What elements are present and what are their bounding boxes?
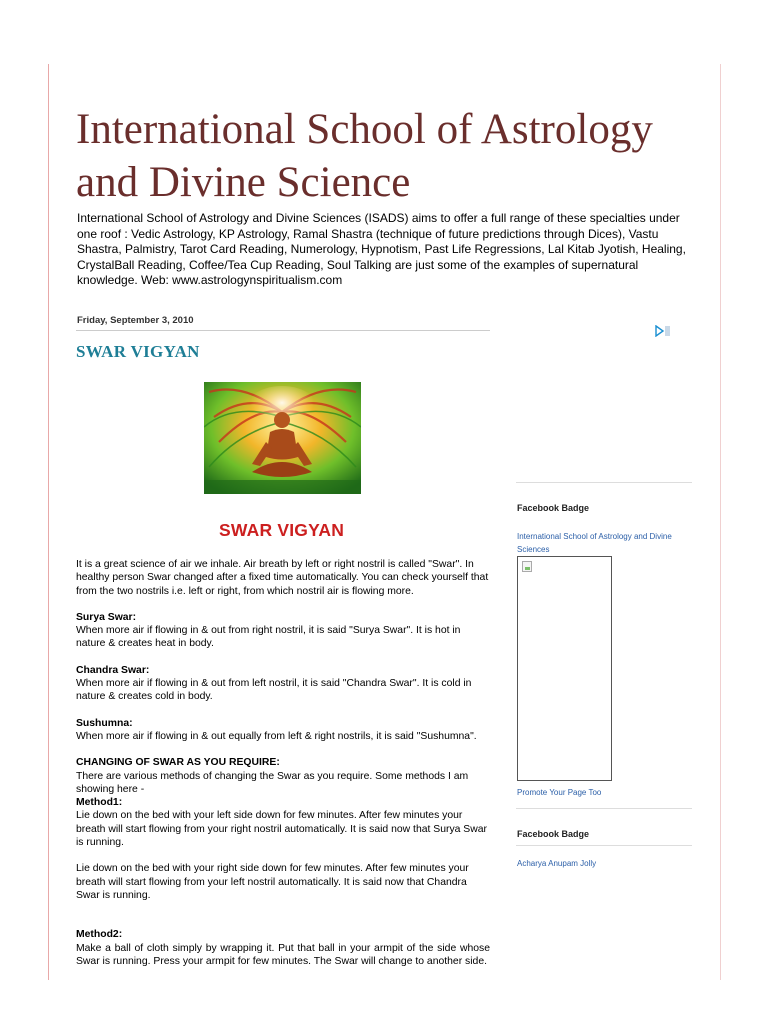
chandra-swar-title: Chandra Swar:: [76, 664, 150, 676]
blog-description: International School of Astrology and Divine Sciences (ISADS) aims to offer a full range of these specialties under one roof : Vedic Astrology, KP Astrology, Ramal Shastra (technique of future predictions through Dices), Vastu Shastra, Palmistry, Tarot Card Reading, Numerology, Hypnotism, Past Life Regressions, Lal Kitab Jyotish, Healing, CrystalBall Reading, Coffee/Tea Cup Reading, Soul Talking are just some of the examples of supernatural knowledge. Web: www.astrologynspiritualism.com: [77, 211, 686, 288]
sushumna-title: Sushumna:: [76, 717, 133, 729]
acharya-profile-link[interactable]: Acharya Anupam Jolly: [517, 859, 597, 868]
meditation-illustration: [204, 382, 361, 494]
sushumna-text: When more air if flowing in & out equally from left & right nostrils, it is said "Sushumna".: [76, 730, 477, 742]
date-divider: [76, 330, 490, 331]
page-border-left: [48, 64, 49, 980]
method1-text-b: Lie down on the bed with your right side down for few minutes. After few minutes your breath will start flowing from your left nostril automatically. It is said now that Chandra Swar is running.: [76, 863, 469, 901]
post-heading: SWAR VIGYAN: [219, 520, 345, 540]
widget-title-divider: [516, 845, 692, 846]
changing-swar-title: CHANGING OF SWAR AS YOU REQUIRE:: [76, 757, 280, 769]
spacer: [76, 915, 490, 928]
method2-title: Method2:: [76, 929, 123, 941]
page-border-right: [720, 64, 721, 980]
surya-swar-title: Surya Swar:: [76, 611, 137, 623]
facebook-badge-title-2: Facebook Badge: [517, 829, 590, 839]
facebook-badge-frame[interactable]: [517, 556, 612, 781]
post-date: Friday, September 3, 2010: [77, 315, 194, 326]
method1-text-a: Lie down on the bed with your left side down for few minutes. After few minutes your breath will start flowing from your right nostril automatically. It is said now that Surya Swar is running.: [76, 810, 487, 849]
blog-title[interactable]: International School of Astrology and Divine Science: [76, 106, 653, 206]
ad-slot[interactable]: [517, 322, 675, 482]
sidebar-divider: [516, 482, 692, 483]
method1-title: Method1:: [76, 797, 123, 809]
broken-image-icon: [522, 561, 532, 572]
chandra-swar-text: When more air if flowing in & out from left nostril, it is said "Chandra Swar". It is cold in nature & creates cold in body.: [76, 678, 472, 703]
intro-paragraph: It is a great science of air we inhale. Air breath by left or right nostril is called "Swar". In healthy person Swar changed after a fixed time automatically. You can check yourself that from the two nostrils i.e. left or right, from which nostril air is flowing more.: [76, 559, 489, 597]
sidebar-divider: [516, 808, 692, 809]
method2-text: Make a ball of cloth simply by wrapping it. Put that ball in your armpit of the side whose Swar is running. Press your armpit for few minutes. The Swar will change to another side.: [76, 942, 490, 967]
post-body: [76, 558, 490, 968]
promote-page-link[interactable]: Promote Your Page Too: [517, 788, 602, 797]
post-title[interactable]: SWAR VIGYAN: [76, 342, 200, 361]
adchoices-icon[interactable]: [655, 325, 671, 340]
changing-swar-text: There are various methods of changing the Swar as you require. Some methods I am showing here -: [76, 770, 469, 795]
facebook-page-link[interactable]: International School of Astrology and Divine Sciences: [517, 532, 672, 554]
facebook-badge-title: Facebook Badge: [517, 503, 590, 513]
surya-swar-text: When more air if flowing in & out from right nostril, it is said "Surya Swar". It is hot in nature & creates heat in body.: [76, 625, 461, 650]
meditation-image[interactable]: [204, 382, 361, 494]
